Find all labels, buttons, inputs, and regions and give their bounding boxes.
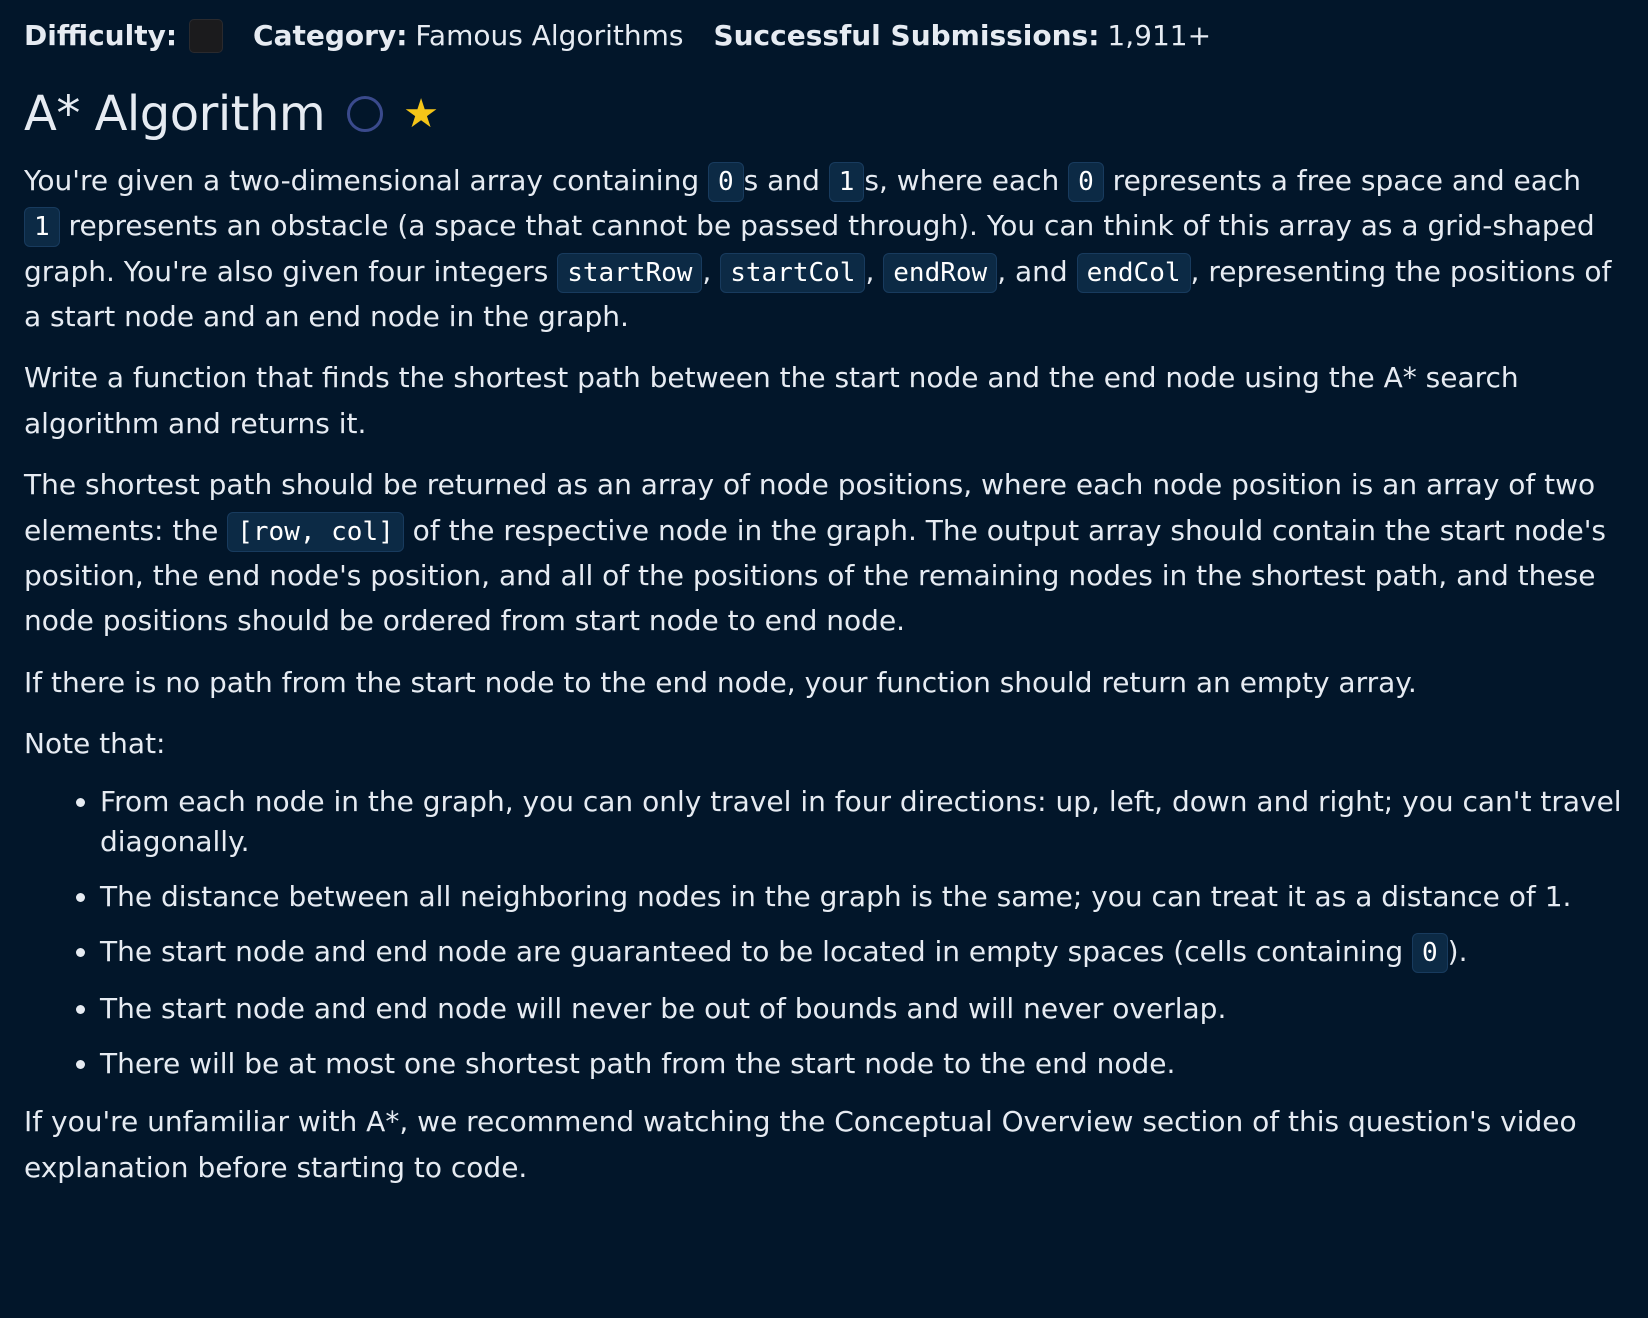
note-label: Note that: [24,726,166,760]
prompt-text: s and [743,164,829,197]
prompt-text: You're given a two-dimensional array containing [24,164,709,197]
prompt-text: represents a free space and each [1103,164,1582,197]
prompt-paragraph-3 [24,462,1624,643]
prompt-text: The shortest path should be returned as an array of node positions, where each node position is an array of two elements: the [24,468,1596,547]
prompt-text: ). [1447,934,1468,968]
list-item: • The distance between all neighboring nodes in the graph is the same; you can treat it as a distance of 1. [100,877,1624,916]
prompt-paragraph-1 [24,158,1624,339]
submissions-value: 1,911+ [1107,19,1212,53]
list-item: • The start node and end node will never be out of bounds and will never overlap. [100,989,1624,1028]
prompt-text: The start node and end node are guaranteed to be located in empty spaces (cells containing [100,934,1413,968]
notes-list [24,782,1624,1083]
prompt-paragraph-4: If there is no path from the start node to the end node, your function should return an empty array. [24,665,1417,699]
inline-code: 1 [24,207,60,247]
question-meta-bar [24,10,1624,62]
difficulty [24,13,223,58]
inline-code: 1 [829,162,865,202]
title-row [24,84,1624,144]
star-icon[interactable]: ★ [403,91,440,137]
prompt-text: , representing the positions of a start node and an end node in the graph. [24,254,1612,334]
inline-code: startCol [720,253,865,293]
inline-code: 0 [1412,933,1448,973]
page-title: A* Algorithm [24,86,326,142]
prompt-text: , and [997,254,1077,288]
category-label: Category: [253,19,408,53]
list-item [100,932,1624,973]
difficulty-indicator [189,19,223,53]
difficulty-label: Difficulty: [24,19,178,53]
inline-code: endCol [1077,253,1191,293]
circle-outline-icon[interactable] [347,96,383,132]
question-prompt [24,158,1624,1190]
prompt-paragraph-5: If you're unfamiliar with A*, we recommend watching the Conceptual Overview section of this question's video explanation before starting to code. [24,1105,1577,1184]
list-item: • There will be at most one shortest path from the start node to the end node. [100,1044,1624,1083]
successful-submissions [713,13,1211,58]
prompt-text: represents an obstacle (a space that cannot be passed through). You can think of this array as a grid-shaped graph. You're also given four integers [24,209,1595,288]
prompt-paragraph-2: Write a function that finds the shortest path between the start node and the end node using the A* search algorithm and returns it. [24,361,1519,440]
category-value: Famous Algorithms [415,19,684,53]
inline-code: [row, col] [227,512,404,552]
submissions-label: Successful Submissions: [713,19,1100,53]
inline-code: 0 [708,162,744,202]
prompt-text: of the respective node in the graph. The output array should contain the start node's position, the end node's position, and all of the positions of the remaining nodes in the shortest path, and these node positions should be ordered from start node to end node. [24,513,1606,638]
list-item: • From each node in the graph, you can only travel in four directions: up, left, down and right; you can't travel diagonally. [100,782,1624,860]
inline-code: startRow [557,253,702,293]
inline-code: 0 [1068,162,1104,202]
prompt-text: , [865,254,884,288]
prompt-text: s, where each [864,164,1069,197]
inline-code: endRow [883,253,997,293]
prompt-text: , [702,254,721,288]
category [253,13,683,58]
